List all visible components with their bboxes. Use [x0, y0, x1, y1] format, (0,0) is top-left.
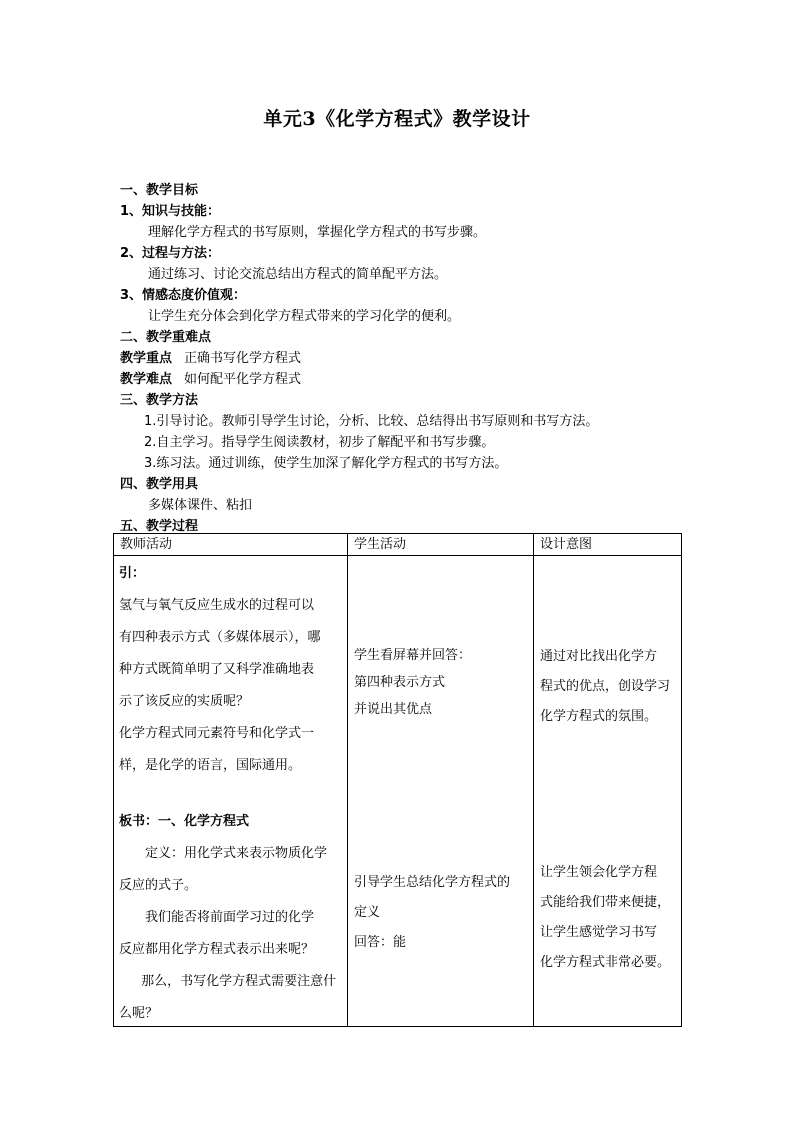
definition-line: 定义：用化学式来表示物质化学: [145, 846, 328, 861]
student-activity-cell: [348, 556, 534, 1027]
design-intent-cell: [534, 556, 682, 1027]
intro-line: 氢气与氧气反应生成水的过程可以: [119, 598, 315, 613]
method-item-2: 2.自主学习。指导学生阅读教材，初步了解配平和书写步骤。: [144, 435, 495, 450]
section-heading-objectives: 一、教学目标: [120, 183, 199, 198]
table-row: [114, 556, 682, 1027]
intent-line: 化学方程式非常必要。: [540, 955, 671, 970]
page-title: 单元3《化学方程式》教学设计: [263, 108, 531, 130]
intent-line: 让学生感觉学习书写: [540, 925, 658, 940]
section-heading-methods: 三、教学方法: [120, 393, 199, 408]
intro-line: 种方式既简单明了又科学准确地表: [119, 662, 315, 677]
student-line: 回答：能: [354, 935, 407, 950]
method-item-1: 1.引导讨论。教师引导学生讨论，分析、比较、总结得出书写原则和书写方法。: [144, 414, 599, 429]
outline-section: [120, 180, 700, 537]
student-line: 学生看屏幕并回答：: [354, 648, 472, 663]
intro-line: 化学方程式同元素符号和化学式一: [119, 726, 315, 741]
student-line: 第四种表示方式: [354, 675, 446, 690]
header-teacher-activity: 教师活动: [114, 534, 348, 556]
difficulty-value: 如何配平化学方程式: [184, 372, 302, 387]
teaching-process-table: [113, 533, 682, 1027]
method-item-3: 3.练习法。通过训练，使学生加深了解化学方程式的书写方法。: [144, 456, 508, 471]
intro-label: 引：: [119, 566, 146, 581]
table-header-row: [114, 534, 682, 556]
student-block-a: [354, 642, 527, 723]
text-tools: 多媒体课件、粘扣: [148, 498, 253, 513]
intent-line: 式能给我们带来便捷，: [540, 895, 671, 910]
text-knowledge: 理解化学方程式的书写原则，掌握化学方程式的书写步骤。: [148, 225, 487, 240]
intent-block-b: [540, 858, 675, 978]
intro-line: 样，是化学的语言，国际通用。: [119, 758, 302, 773]
key-point-value: 正确书写化学方程式: [184, 351, 302, 366]
student-block-b: [354, 868, 527, 958]
subheading-process: 2、过程与方法：: [120, 246, 221, 261]
intro-line: 示了该反应的实质呢？: [119, 694, 250, 709]
question-line: 反应都用化学方程式表示出来呢？: [119, 942, 315, 957]
question-line: 么呢？: [119, 1006, 159, 1021]
intent-line: 程式的优点，创设学习: [540, 679, 671, 694]
section-heading-process: 五、教学过程: [120, 519, 199, 534]
board-label: 板书：一、化学方程式: [119, 814, 250, 829]
student-line: 并说出其优点: [354, 702, 433, 717]
intent-block-a: [540, 642, 675, 732]
section-heading-tools: 四、教学用具: [120, 477, 199, 492]
difficulty-label: 教学难点: [120, 372, 173, 387]
section-heading-key-points: 二、教学重难点: [120, 330, 212, 345]
intent-line: 让学生领会化学方程: [540, 865, 658, 880]
difficulty-row: [120, 369, 700, 390]
subheading-attitude: 3、情感态度价值观：: [120, 288, 247, 303]
text-attitude: 让学生充分体会到化学方程式带来的学习化学的便利。: [148, 309, 461, 324]
student-line: 引导学生总结化学方程式的: [354, 875, 511, 890]
header-design-intent: 设计意图: [534, 534, 682, 556]
intent-line: 通过对比找出化学方: [540, 649, 658, 664]
header-student-activity: 学生活动: [348, 534, 534, 556]
intent-line: 化学方程式的氛围。: [540, 709, 658, 724]
question-line: 我们能否将前面学习过的化学: [145, 910, 315, 925]
definition-line: 反应的式子。: [119, 878, 198, 893]
teacher-activity-cell: [114, 556, 348, 1027]
text-process: 通过练习、讨论交流总结出方程式的简单配平方法。: [148, 267, 448, 282]
intro-line: 有四种表示方式（多媒体展示），哪: [119, 630, 321, 645]
key-point-label: 教学重点: [120, 351, 173, 366]
subheading-knowledge: 1、知识与技能：: [120, 204, 221, 219]
question-line: 那么，书写化学方程式需要注意什: [141, 974, 337, 989]
key-point-row: [120, 348, 700, 369]
student-line: 定义: [354, 905, 381, 920]
